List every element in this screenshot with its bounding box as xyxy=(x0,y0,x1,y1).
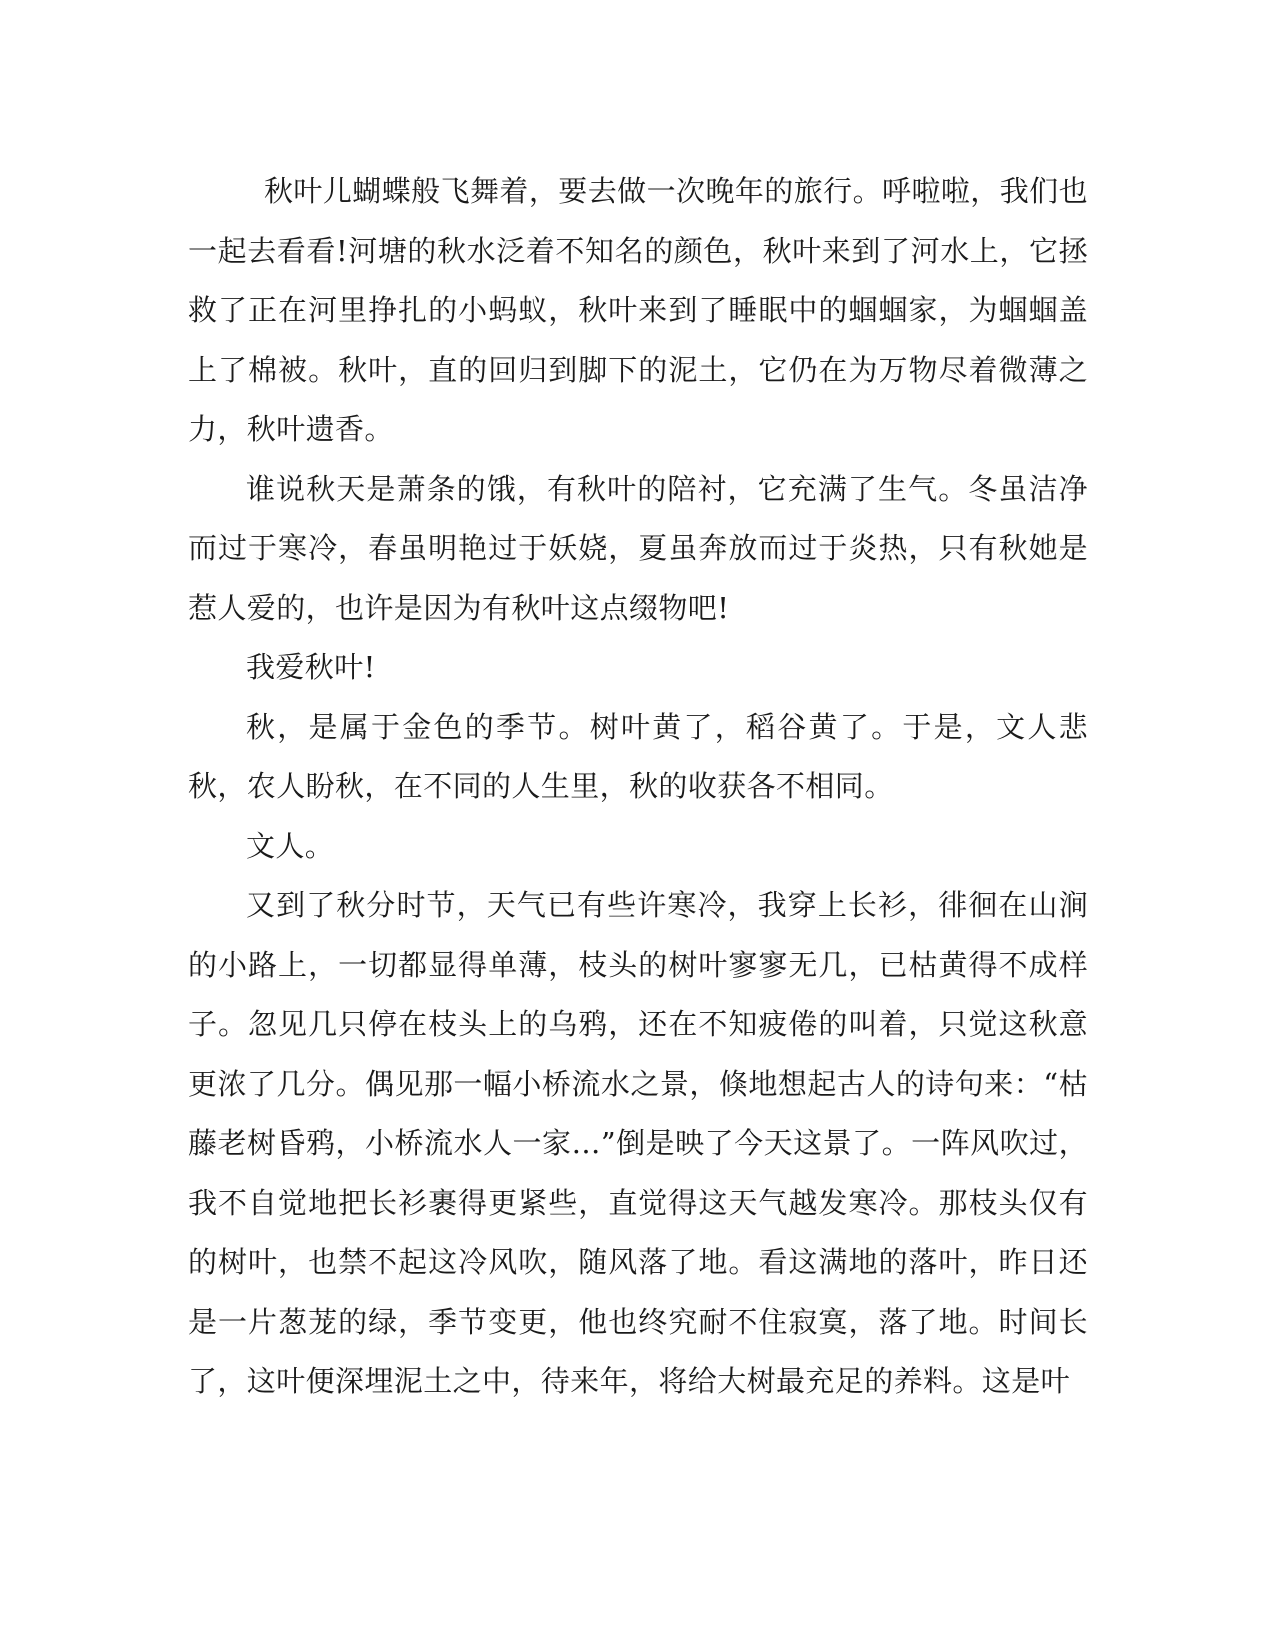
paragraph-4: 秋，是属于金色的季节。树叶黄了，稻谷黄了。于是，文人悲秋，农人盼秋，在不同的人生里，秋的收获各不相同。 xyxy=(188,709,1088,803)
paragraph-6: 又到了秋分时节，天气已有些许寒冷，我穿上长衫，徘徊在山涧的小路上，一切都显得单薄，枝头的树叶寥寥无几，已枯黄得不成样子。忽见几只停在枝头上的乌鸦，还在不知疲倦的叫着，只觉这秋意更浓了几分。偶见那一幅小桥流水之景，倏地想起古人的诗句来：“枯藤老树昏鸦，小桥流水人一家…”倒是映了今天这景了。一阵风吹过，我不自觉地把长衫裹得更紧些，直觉得这天气越发寒冷。那枝头仅有的树叶，也禁不起这冷风吹，随风落了地。看这满地的落叶，昨日还是一片葱茏的绿，季节变更，他也终究耐不住寂寞，落了地。时间长了，这叶便深埋泥土之中，待来年，将给大树最充足的养料。这是叶 xyxy=(188,888,1088,1398)
paragraph-5: 文人。 xyxy=(246,828,335,863)
paragraph-3: 我爱秋叶! xyxy=(246,650,376,684)
paragraph-2: 谁说秋天是萧条的饿，有秋叶的陪衬，它充满了生气。冬虽洁净而过于寒冷，春虽明艳过于妖娆，夏虽奔放而过于炎热，只有秋她是惹人爱的，也许是因为有秋叶这点缀物吧! xyxy=(188,471,1088,625)
document-body xyxy=(188,162,1088,1412)
paragraph-1: 秋叶儿蝴蝶般飞舞着，要去做一次晚年的旅行。呼啦啦，我们也一起去看看!河塘的秋水泛着不知名的颜色，秋叶来到了河水上，它拯救了正在河里挣扎的小蚂蚁，秋叶来到了睡眠中的蝈蝈家，为蝈蝈盖上了棉被。秋叶，直的回归到脚下的泥土，它仍在为万物尽着微薄之力，秋叶遗香。 xyxy=(188,174,1088,446)
